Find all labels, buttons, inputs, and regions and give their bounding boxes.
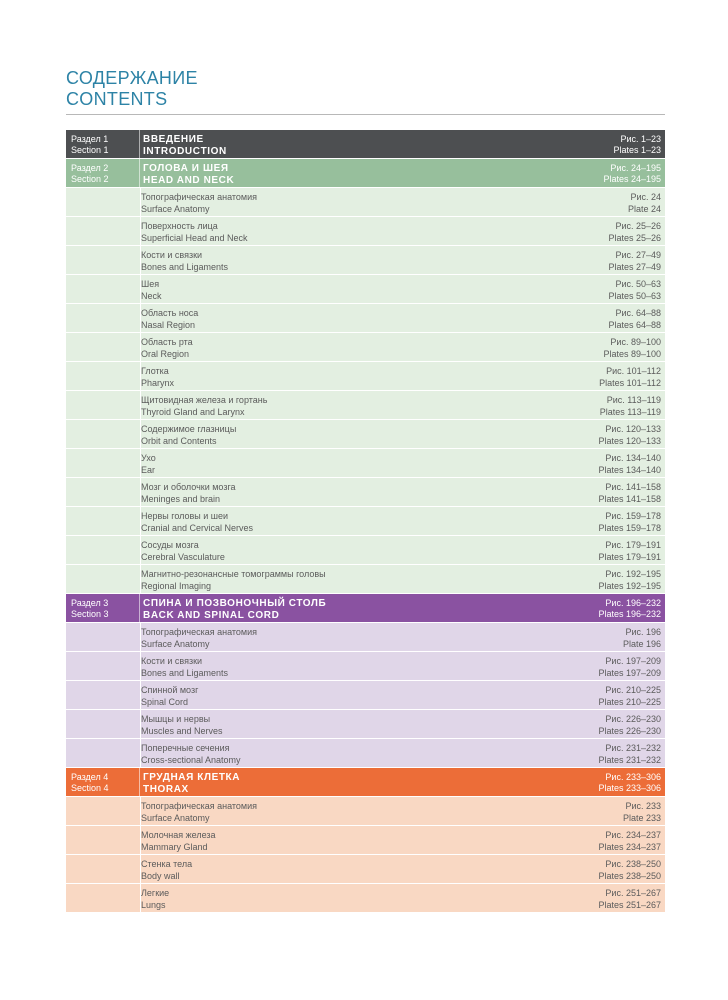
toc-entry-title [141, 710, 555, 738]
toc-entry-range [555, 304, 665, 332]
toc-entry[interactable] [66, 217, 665, 246]
toc-entry-title-ru: Содержимое глазницы [141, 424, 237, 434]
toc-entry-title [141, 362, 555, 390]
section-range-ru: Рис. 24–195 [610, 163, 661, 173]
toc-entry-range [555, 362, 665, 390]
toc-entry[interactable] [66, 449, 665, 478]
toc-entry[interactable] [66, 536, 665, 565]
toc-entry-range-en: Plates 89–100 [603, 348, 661, 359]
toc-entry-title [141, 681, 555, 709]
section-title [140, 768, 555, 796]
toc-entry-range [555, 420, 665, 448]
toc-entry-range-ru: Рис. 134–140 [605, 453, 661, 463]
section-range-en: Plates 233–306 [598, 783, 661, 793]
toc-entry-title-ru: Область носа [141, 308, 199, 318]
toc-entry[interactable] [66, 710, 665, 739]
toc-entry-title-en: Bones and Ligaments [141, 261, 229, 272]
toc-entry-spacer [66, 333, 141, 361]
toc-entry-title-en: Cranial and Cervical Nerves [141, 522, 254, 533]
toc-entry-range [555, 275, 665, 303]
toc-entry-range-en: Plates 197–209 [598, 667, 661, 678]
toc-entry-title [141, 884, 555, 912]
section-label-ru: Раздел 1 [71, 134, 109, 144]
toc-entry[interactable] [66, 652, 665, 681]
toc-entry-title-en: Pharynx [141, 377, 175, 388]
section-title-ru: СПИНА И ПОЗВОНОЧНЫЙ СТОЛБ [143, 598, 327, 609]
toc-entry-range-en: Plates 192–195 [598, 580, 661, 591]
toc-entry-spacer [66, 739, 141, 767]
section-range-en: Plates 24–195 [603, 174, 661, 184]
toc-entry-title-ru: Ухо [141, 453, 156, 463]
toc-entry[interactable] [66, 391, 665, 420]
toc-entry-title-ru: Магнитно-резонансные томограммы головы [141, 569, 326, 579]
section-label-en: Section 3 [71, 609, 109, 619]
toc-entry-title [141, 739, 555, 767]
toc-entry-range-ru: Рис. 231–232 [605, 743, 661, 753]
toc-entry[interactable] [66, 797, 665, 826]
section-header[interactable] [66, 768, 665, 797]
toc-entry-spacer [66, 681, 141, 709]
toc-entry-spacer [66, 275, 141, 303]
toc-entry-title-ru: Мозг и оболочки мозга [141, 482, 236, 492]
toc-entry-spacer [66, 362, 141, 390]
toc-entry[interactable] [66, 739, 665, 768]
toc-entry-range [555, 391, 665, 419]
section-label-ru: Раздел 4 [71, 772, 109, 782]
toc-entry-range-ru: Рис. 197–209 [605, 656, 661, 666]
toc-entry-spacer [66, 478, 141, 506]
page-title [66, 68, 198, 110]
page-title-en: CONTENTS [66, 89, 168, 109]
toc-entry-spacer [66, 507, 141, 535]
toc-entry-title-ru: Сосуды мозга [141, 540, 199, 550]
toc-entry-spacer [66, 449, 141, 477]
toc-entry[interactable] [66, 420, 665, 449]
toc-entry-title-ru: Поперечные сечения [141, 743, 230, 753]
toc-entry-title-ru: Стенка тела [141, 859, 193, 869]
title-divider [66, 114, 665, 115]
toc-entry-title [141, 449, 555, 477]
toc-entry-title [141, 246, 555, 274]
toc-entry-range [555, 826, 665, 854]
toc-entry-spacer [66, 246, 141, 274]
toc-entry-range-en: Plates 141–158 [598, 493, 661, 504]
toc-entry-range [555, 565, 665, 593]
toc-entry-range-ru: Рис. 27–49 [615, 250, 661, 260]
toc-entry[interactable] [66, 275, 665, 304]
toc-entry-title [141, 536, 555, 564]
toc-entry-range-ru: Рис. 192–195 [605, 569, 661, 579]
toc-entry-range [555, 797, 665, 825]
toc-entry-spacer [66, 623, 141, 651]
toc-entry-range-en: Plates 226–230 [598, 725, 661, 736]
toc-entry-range [555, 449, 665, 477]
toc-entry[interactable] [66, 884, 665, 913]
toc-entry-title-ru: Молочная железа [141, 830, 216, 840]
toc-entry-range-en: Plate 233 [622, 812, 661, 823]
toc-entry[interactable] [66, 478, 665, 507]
toc-entry-title-en: Regional Imaging [141, 580, 212, 591]
toc-entry-range-ru: Рис. 159–178 [605, 511, 661, 521]
toc-entry-range [555, 536, 665, 564]
toc-entry-range [555, 652, 665, 680]
toc-entry-title-en: Lungs [141, 899, 166, 910]
toc-entry-range-ru: Рис. 25–26 [615, 221, 661, 231]
toc-entry-spacer [66, 420, 141, 448]
toc-entry-range-ru: Рис. 210–225 [605, 685, 661, 695]
section-range-ru: Рис. 196–232 [605, 598, 661, 608]
toc-entry-title-en: Nasal Region [141, 319, 196, 330]
toc-entry[interactable] [66, 507, 665, 536]
toc-entry-range-en: Plates 159–178 [598, 522, 661, 533]
toc-entry-spacer [66, 855, 141, 883]
section-title-en: BACK AND SPINAL CORD [143, 609, 280, 621]
toc-entry-range [555, 507, 665, 535]
section-number [66, 159, 140, 187]
toc-entry-title-ru: Область рта [141, 337, 193, 347]
toc-entry[interactable] [66, 333, 665, 362]
toc-entry-spacer [66, 884, 141, 912]
toc-entry-title-en: Meninges and brain [141, 493, 221, 504]
section-number [66, 130, 140, 158]
toc-entry-title-en: Cross-sectional Anatomy [141, 754, 241, 765]
toc-entry-title-ru: Легкие [141, 888, 170, 898]
section-label-en: Section 2 [71, 174, 109, 184]
toc-entry-title [141, 304, 555, 332]
toc-entry-title [141, 275, 555, 303]
section-label-ru: Раздел 2 [71, 163, 109, 173]
section-number [66, 594, 140, 622]
toc-entry-title-en: Body wall [141, 870, 180, 881]
toc-entry[interactable] [66, 565, 665, 594]
toc-entry-spacer [66, 652, 141, 680]
toc-entry-title-ru: Кости и связки [141, 656, 203, 666]
toc-entry-range-en: Plates 64–88 [608, 319, 661, 330]
toc-entry-title [141, 652, 555, 680]
section-number [66, 768, 140, 796]
section-label-en: Section 4 [71, 783, 109, 793]
toc-entry[interactable] [66, 855, 665, 884]
toc-entry-range-ru: Рис. 196 [625, 627, 661, 637]
toc-entry-range-ru: Рис. 89–100 [610, 337, 661, 347]
toc-entry-title-en: Surface Anatomy [141, 812, 210, 823]
toc-entry-range-ru: Рис. 101–112 [606, 366, 661, 376]
toc-entry-title-en: Mammary Gland [141, 841, 208, 852]
section-header[interactable] [66, 159, 665, 188]
toc-entry-spacer [66, 797, 141, 825]
section-range-en: Plates 1–23 [613, 145, 661, 155]
toc-entry-spacer [66, 565, 141, 593]
table-of-contents [66, 130, 665, 913]
toc-entry-title [141, 420, 555, 448]
toc-entry-range-en: Plates 25–26 [608, 232, 661, 243]
section-range [555, 159, 665, 187]
toc-entry[interactable] [66, 826, 665, 855]
toc-entry-range [555, 710, 665, 738]
toc-entry-spacer [66, 826, 141, 854]
toc-entry-range-ru: Рис. 251–267 [605, 888, 661, 898]
toc-entry[interactable] [66, 304, 665, 333]
toc-entry-range [555, 217, 665, 245]
toc-entry-range [555, 478, 665, 506]
toc-entry-range [555, 188, 665, 216]
toc-entry-range-en: Plates 27–49 [608, 261, 661, 272]
section-range [555, 594, 665, 622]
toc-entry-spacer [66, 391, 141, 419]
toc-entry-range-en: Plate 24 [627, 203, 661, 214]
toc-entry-spacer [66, 304, 141, 332]
section-title [140, 159, 555, 187]
toc-entry-range-en: Plates 120–133 [598, 435, 661, 446]
toc-entry-range [555, 681, 665, 709]
toc-entry[interactable] [66, 623, 665, 652]
toc-entry-range-ru: Рис. 234–237 [605, 830, 661, 840]
toc-entry-spacer [66, 710, 141, 738]
toc-entry-title [141, 188, 555, 216]
toc-entry-title-en: Thyroid Gland and Larynx [141, 406, 245, 417]
toc-entry-range [555, 623, 665, 651]
toc-entry-title-en: Cerebral Vasculature [141, 551, 225, 562]
toc-entry-title [141, 797, 555, 825]
toc-entry-range [555, 855, 665, 883]
toc-entry-title [141, 623, 555, 651]
section-title-ru: ГРУДНАЯ КЛЕТКА [143, 772, 241, 783]
toc-entry-title-en: Ear [141, 464, 156, 475]
toc-entry-range-ru: Рис. 226–230 [605, 714, 661, 724]
toc-entry-range-en: Plates 231–232 [598, 754, 661, 765]
toc-entry-range-en: Plate 196 [622, 638, 661, 649]
toc-entry-title-ru: Глотка [141, 366, 169, 376]
toc-entry-title-ru: Поверхность лица [141, 221, 218, 231]
toc-entry-range-en: Plates 50–63 [608, 290, 661, 301]
section-range-en: Plates 196–232 [598, 609, 661, 619]
page-title-ru: СОДЕРЖАНИЕ [66, 68, 198, 88]
section-title [140, 130, 555, 158]
toc-entry-range-en: Plates 179–191 [598, 551, 661, 562]
toc-entry-title-ru: Топографическая анатомия [141, 192, 258, 202]
toc-entry-title [141, 478, 555, 506]
toc-entry-spacer [66, 217, 141, 245]
toc-entry-title-en: Surface Anatomy [141, 203, 210, 214]
toc-entry-range-ru: Рис. 50–63 [615, 279, 661, 289]
toc-entry-range-en: Plates 234–237 [598, 841, 661, 852]
toc-entry-range-ru: Рис. 113–119 [606, 395, 661, 405]
toc-entry[interactable] [66, 362, 665, 391]
toc-entry-range-ru: Рис. 233 [625, 801, 661, 811]
toc-entry-range-en: Plates 134–140 [598, 464, 661, 475]
toc-entry-title-en: Oral Region [141, 348, 190, 359]
section-title-en: INTRODUCTION [143, 145, 227, 157]
toc-entry-range-ru: Рис. 120–133 [605, 424, 661, 434]
toc-entry-title-en: Bones and Ligaments [141, 667, 229, 678]
toc-entry-title-ru: Топографическая анатомия [141, 801, 258, 811]
toc-entry-title [141, 826, 555, 854]
toc-entry-range [555, 246, 665, 274]
toc-entry-title-en: Spinal Cord [141, 696, 189, 707]
toc-entry-title [141, 507, 555, 535]
toc-entry-spacer [66, 188, 141, 216]
toc-entry-range-ru: Рис. 141–158 [605, 482, 661, 492]
toc-entry-range [555, 333, 665, 361]
section-header[interactable] [66, 130, 665, 159]
toc-entry-title-en: Neck [141, 290, 162, 301]
toc-entry-title [141, 855, 555, 883]
toc-entry-title-ru: Шея [141, 279, 160, 289]
toc-entry-title-en: Superficial Head and Neck [141, 232, 248, 243]
toc-entry-title [141, 333, 555, 361]
toc-entry-range [555, 884, 665, 912]
toc-entry[interactable] [66, 681, 665, 710]
section-title-en: THORAX [143, 783, 189, 795]
toc-entry-range-en: Plates 113–119 [599, 406, 661, 417]
toc-entry-range-ru: Рис. 24 [630, 192, 661, 202]
toc-entry-title-en: Orbit and Contents [141, 435, 217, 446]
toc-entry-range-ru: Рис. 179–191 [605, 540, 661, 550]
section-title [140, 594, 555, 622]
toc-entry[interactable] [66, 246, 665, 275]
section-range [555, 130, 665, 158]
toc-entry-range-en: Plates 251–267 [598, 899, 661, 910]
toc-entry-range-en: Plates 238–250 [598, 870, 661, 881]
toc-entry-title-en: Surface Anatomy [141, 638, 210, 649]
toc-entry-title [141, 391, 555, 419]
toc-entry-title-ru: Мышцы и нервы [141, 714, 211, 724]
section-label-ru: Раздел 3 [71, 598, 109, 608]
toc-entry-range-ru: Рис. 64–88 [615, 308, 661, 318]
toc-entry-title-ru: Щитовидная железа и гортань [141, 395, 268, 405]
toc-entry-range-ru: Рис. 238–250 [605, 859, 661, 869]
toc-entry-title-en: Muscles and Nerves [141, 725, 223, 736]
section-title-en: HEAD AND NECK [143, 174, 235, 186]
toc-entry-range-en: Plates 101–112 [599, 377, 661, 388]
section-label-en: Section 1 [71, 145, 109, 155]
section-title-ru: ВВЕДЕНИЕ [143, 134, 204, 145]
section-header[interactable] [66, 594, 665, 623]
toc-entry-spacer [66, 536, 141, 564]
toc-entry-title [141, 217, 555, 245]
toc-entry-title-ru: Нервы головы и шеи [141, 511, 229, 521]
toc-entry-title-ru: Топографическая анатомия [141, 627, 258, 637]
toc-entry[interactable] [66, 188, 665, 217]
toc-entry-title-ru: Спинной мозг [141, 685, 199, 695]
toc-entry-title [141, 565, 555, 593]
section-range-ru: Рис. 1–23 [620, 134, 661, 144]
section-range-ru: Рис. 233–306 [605, 772, 661, 782]
section-title-ru: ГОЛОВА И ШЕЯ [143, 163, 229, 174]
toc-entry-title-ru: Кости и связки [141, 250, 203, 260]
section-range [555, 768, 665, 796]
toc-entry-range-en: Plates 210–225 [598, 696, 661, 707]
toc-entry-range [555, 739, 665, 767]
